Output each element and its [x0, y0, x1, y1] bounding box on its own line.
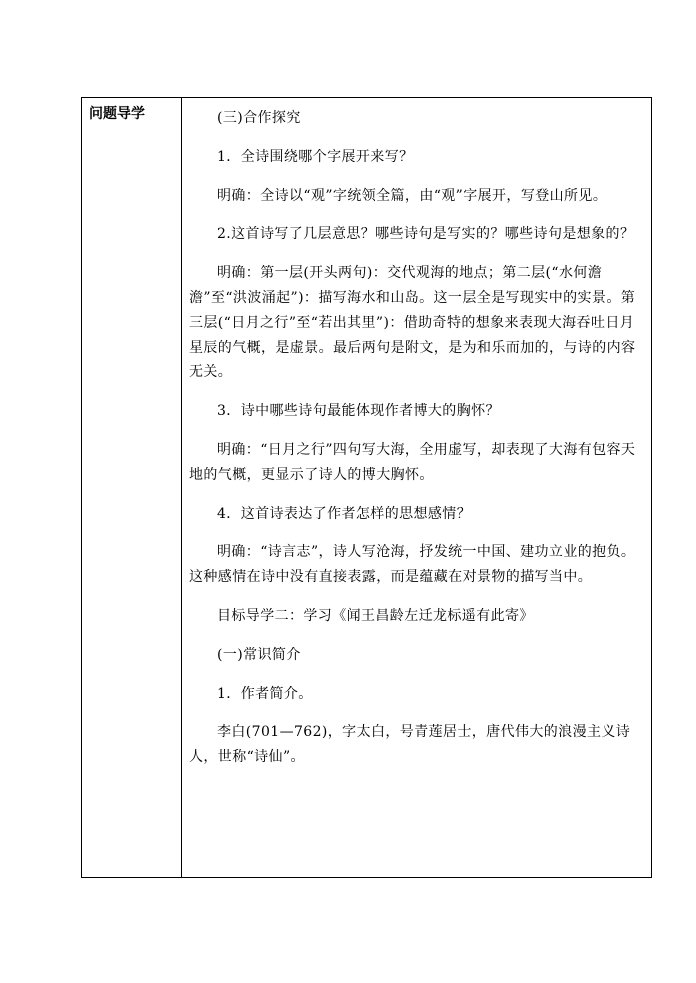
lesson-table	[81, 97, 652, 878]
goal-heading: 目标导学二：学习《闻王昌龄左迁龙标遥有此寄》	[217, 607, 534, 624]
question-3: 3．诗中哪些诗句最能体现作者博大的胸怀？	[217, 403, 500, 420]
row-header-cell	[82, 98, 182, 877]
answer-3: 明确：“日月之行”四句写大海，全用虚写，却表现了大海有包容天地的气概，更显示了诗人的博大胸怀。	[189, 441, 636, 483]
question-2: 2.这首诗写了几层意思？哪些诗句是写实的？哪些诗句是想象的？	[217, 226, 635, 243]
answer-1: 明确：全诗以“观”字统领全篇，由“观”字展开，写登山所见。	[217, 187, 608, 204]
section-heading: (三)合作探究	[217, 110, 301, 126]
question-1: 1．全诗围绕哪个字展开来写？	[217, 148, 414, 165]
question-4: 4．这首诗表达了作者怎样的思想感情？	[217, 505, 472, 522]
item-author-intro: 1．作者简介。	[217, 685, 313, 702]
subsection-heading: (一)常识简介	[217, 646, 301, 663]
answer-4: 明确：“诗言志”，诗人写沧海，抒发统一中国、建功立业的抱负。这种感情在诗中没有直接表露，而是蕴藏在对景物的描写当中。	[189, 544, 636, 586]
content-cell	[182, 98, 651, 877]
answer-2: 明确：第一层(开头两句)：交代观海的地点；第二层(“水何澹澹”至“洪波涌起”)：描写海水和山岛。这一层全是写现实中的实景。第三层(“日月之行”至“若出其里”)：借助奇特的想象来表现大海吞吐日月星辰的气概，是虚景。最后两句是附文，是为和乐而加的，与诗的内容无关。	[189, 265, 636, 381]
author-bio: 李白(701—762)，字太白，号青莲居士，唐代伟大的浪漫主义诗人，世称“诗仙”。	[189, 724, 631, 766]
row-label: 问题导学	[89, 106, 145, 122]
